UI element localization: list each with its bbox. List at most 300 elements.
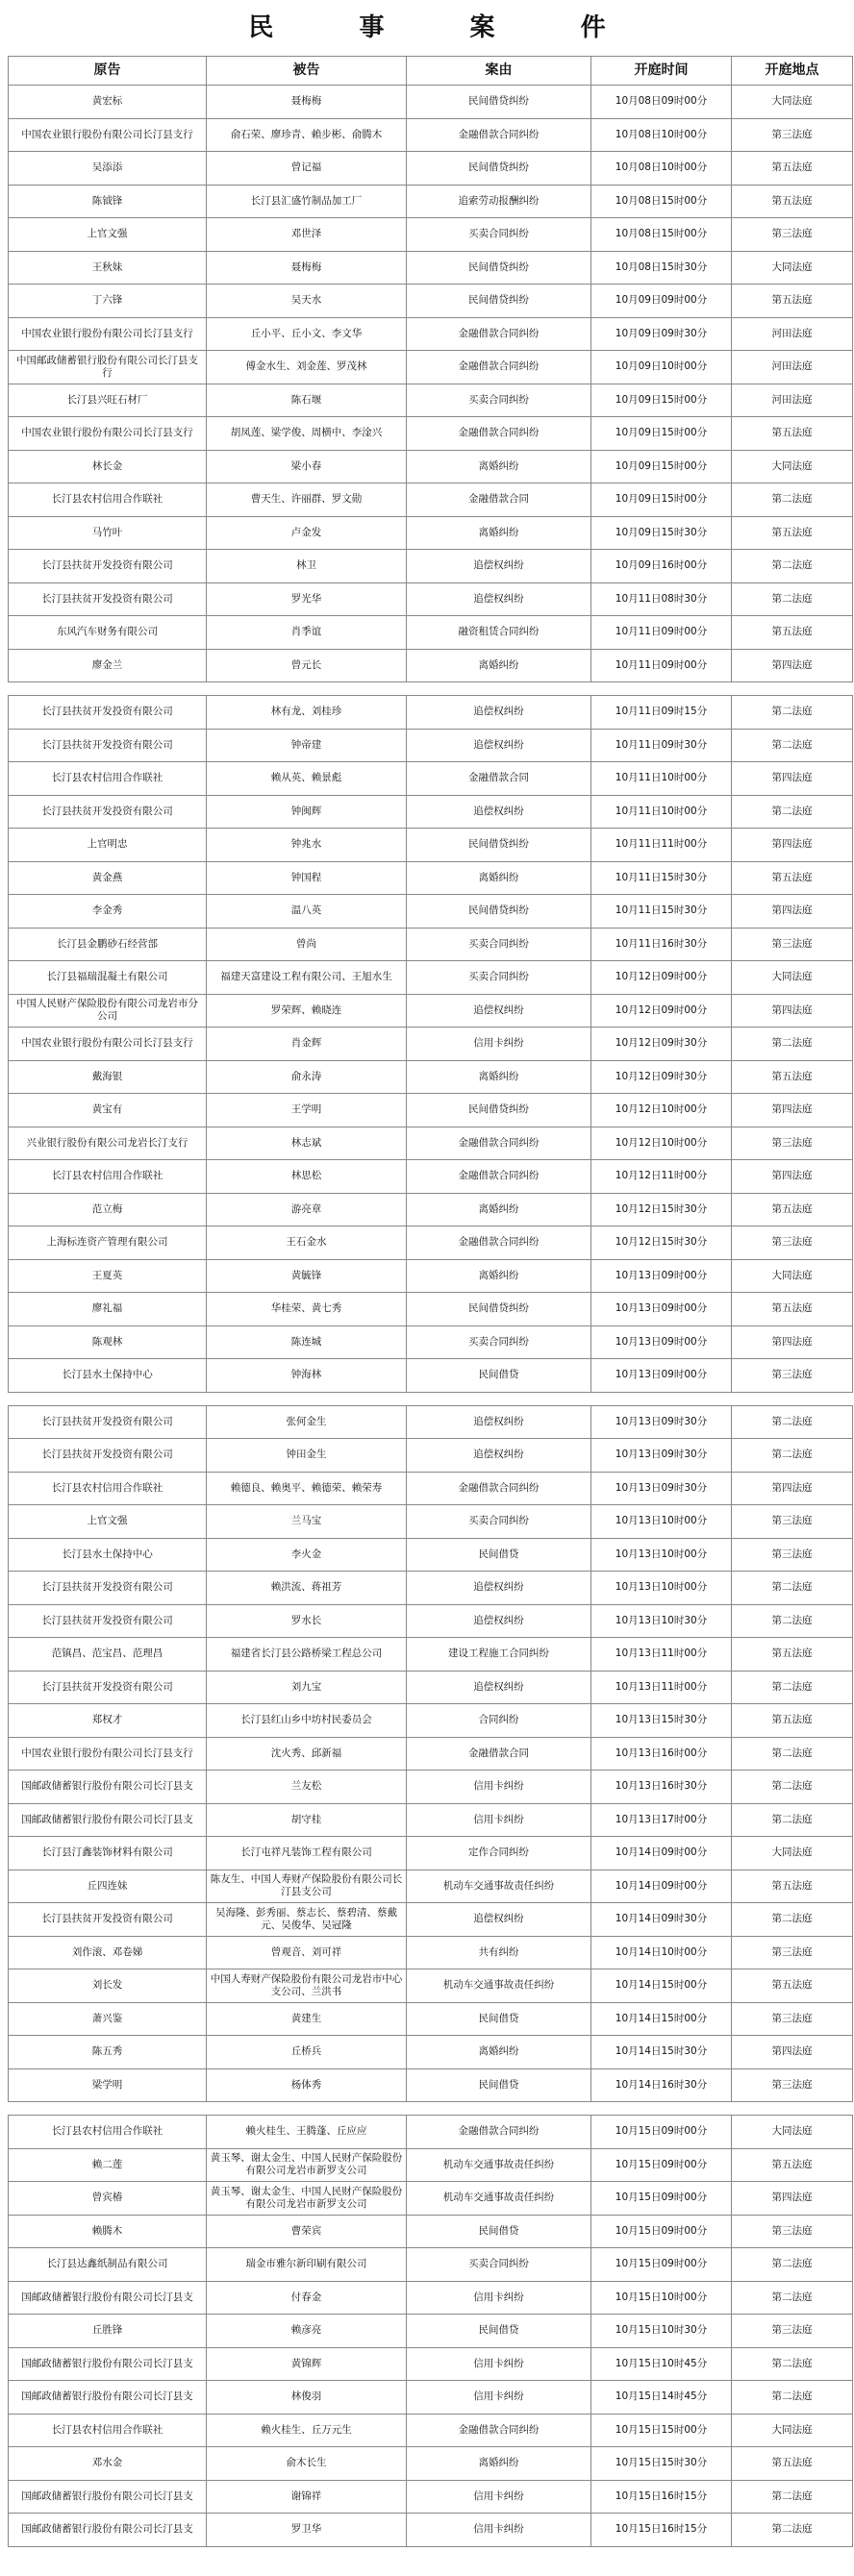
hearing-time-cell: 10月15日10时45分 (591, 2347, 732, 2381)
cause-cell: 买卖合同纠纷 (407, 218, 591, 252)
table-row (9, 2381, 853, 2415)
hearing-time-cell: 10月12日10时00分 (591, 1127, 732, 1160)
cause-cell: 信用卡纠纷 (407, 1771, 591, 1804)
hearing-time-cell: 10月11日11时00分 (591, 829, 732, 862)
table-row (9, 1538, 853, 1572)
cause-cell: 金融借款合同纠纷 (407, 317, 591, 351)
hearing-time-cell: 10月13日09时30分 (591, 1472, 732, 1505)
plaintiff-cell: 廖金兰 (9, 649, 207, 682)
plaintiff-cell: 赖二莲 (9, 2148, 207, 2182)
cause-cell: 追偿权纠纷 (407, 1572, 591, 1605)
hearing-place-cell: 第二法庭 (732, 696, 853, 730)
defendant-cell: 长汀县汇盛竹制品加工厂 (207, 185, 407, 218)
cause-cell: 离婚纠纷 (407, 2447, 591, 2481)
table-row (9, 729, 853, 762)
defendant-cell: 赖德良、赖奥平、赖德荣、赖荣寿 (207, 1472, 407, 1505)
hearing-time-cell: 10月13日09时00分 (591, 1293, 732, 1326)
hearing-place-cell: 大同法庭 (732, 961, 853, 995)
table-row (9, 1472, 853, 1505)
hearing-time-cell: 10月14日16时30分 (591, 2068, 732, 2102)
table-row (9, 2414, 853, 2447)
header-defendant: 被告 (207, 57, 407, 86)
plaintiff-cell: 长汀县农村信用合作联社 (9, 762, 207, 796)
defendant-cell: 黄玉琴、谢太金生、中国人民财产保险股份有限公司龙岩市新罗支公司 (207, 2148, 407, 2182)
hearing-time-cell: 10月15日09时00分 (591, 2148, 732, 2182)
hearing-time-cell: 10月13日15时30分 (591, 1704, 732, 1738)
table-header-row (9, 57, 853, 86)
hearing-place-cell: 第四法庭 (732, 1094, 853, 1127)
plaintiff-cell: 长汀县扶贫开发投资有限公司 (9, 1903, 207, 1937)
table-row (9, 2002, 853, 2036)
hearing-time-cell: 10月13日09时00分 (591, 1325, 732, 1359)
plaintiff-cell: 国邮政储蓄银行股份有限公司长汀县支 (9, 1771, 207, 1804)
cause-cell: 共有纠纷 (407, 1936, 591, 1969)
plaintiff-cell: 范立梅 (9, 1193, 207, 1226)
hearing-time-cell: 10月08日10时00分 (591, 118, 732, 152)
table-row (9, 582, 853, 616)
hearing-time-cell: 10月12日15时30分 (591, 1226, 732, 1260)
hearing-place-cell: 第五法庭 (732, 1060, 853, 1094)
defendant-cell: 钟田金生 (207, 1439, 407, 1473)
hearing-place-cell: 第二法庭 (732, 795, 853, 829)
hearing-time-cell: 10月08日15时00分 (591, 218, 732, 252)
hearing-time-cell: 10月15日15时00分 (591, 2414, 732, 2447)
hearing-time-cell: 10月08日09时00分 (591, 86, 732, 119)
hearing-time-cell: 10月15日09时00分 (591, 2248, 732, 2282)
hearing-time-cell: 10月15日10时00分 (591, 2281, 732, 2315)
table-row (9, 1737, 853, 1771)
hearing-time-cell: 10月13日09时00分 (591, 1359, 732, 1393)
plaintiff-cell: 国邮政储蓄银行股份有限公司长汀县支 (9, 1803, 207, 1837)
table-row (9, 1704, 853, 1738)
hearing-place-cell: 第三法庭 (732, 1127, 853, 1160)
section-separator-cell (9, 2102, 853, 2116)
defendant-cell: 黄毓锋 (207, 1259, 407, 1293)
hearing-time-cell: 10月15日14时45分 (591, 2381, 732, 2415)
cause-cell: 离婚纠纷 (407, 1060, 591, 1094)
header-hearing-place: 开庭地点 (732, 57, 853, 86)
hearing-time-cell: 10月13日10时30分 (591, 1604, 732, 1638)
defendant-cell: 陈连城 (207, 1325, 407, 1359)
hearing-place-cell: 大同法庭 (732, 86, 853, 119)
cause-cell: 民间借贷 (407, 1359, 591, 1393)
hearing-time-cell: 10月09日10时00分 (591, 351, 732, 384)
hearing-time-cell: 10月09日15时00分 (591, 450, 732, 483)
table-row (9, 2036, 853, 2069)
hearing-place-cell: 第三法庭 (732, 1505, 853, 1539)
table-row (9, 1604, 853, 1638)
defendant-cell: 罗卫华 (207, 2514, 407, 2547)
plaintiff-cell: 长汀县扶贫开发投资有限公司 (9, 1671, 207, 1704)
hearing-time-cell: 10月11日09时00分 (591, 649, 732, 682)
cause-cell: 民间借贷纠纷 (407, 829, 591, 862)
hearing-place-cell: 第五法庭 (732, 185, 853, 218)
hearing-time-cell: 10月13日16时30分 (591, 1771, 732, 1804)
defendant-cell: 黄玉琴、谢太金生、中国人民财产保险股份有限公司龙岩市新罗支公司 (207, 2182, 407, 2216)
hearing-time-cell: 10月09日15时00分 (591, 417, 732, 451)
plaintiff-cell: 中国农业银行股份有限公司长汀县支行 (9, 1028, 207, 1061)
table-row (9, 696, 853, 730)
cause-cell: 信用卡纠纷 (407, 2381, 591, 2415)
section-separator (9, 2102, 853, 2116)
defendant-cell: 卢金发 (207, 516, 407, 550)
table-row (9, 1837, 853, 1870)
hearing-time-cell: 10月11日16时30分 (591, 928, 732, 961)
plaintiff-cell: 中国农业银行股份有限公司长汀县支行 (9, 317, 207, 351)
hearing-time-cell: 10月11日08时30分 (591, 582, 732, 616)
cause-cell: 民间借贷纠纷 (407, 895, 591, 929)
hearing-place-cell: 第四法庭 (732, 1472, 853, 1505)
defendant-cell: 胡守桂 (207, 1803, 407, 1837)
defendant-cell: 聂梅梅 (207, 251, 407, 285)
plaintiff-cell: 廖礼福 (9, 1293, 207, 1326)
defendant-cell: 吴天水 (207, 285, 407, 318)
table-row (9, 861, 853, 895)
hearing-time-cell: 10月13日09时30分 (591, 1439, 732, 1473)
cause-cell: 信用卡纠纷 (407, 2514, 591, 2547)
cause-cell: 追偿权纠纷 (407, 582, 591, 616)
cause-cell: 追偿权纠纷 (407, 729, 591, 762)
cause-cell: 追偿权纠纷 (407, 1439, 591, 1473)
table-row (9, 1325, 853, 1359)
hearing-time-cell: 10月09日09时30分 (591, 317, 732, 351)
plaintiff-cell: 刘长发 (9, 1969, 207, 2003)
plaintiff-cell: 王秋妹 (9, 251, 207, 285)
hearing-time-cell: 10月12日15时30分 (591, 1193, 732, 1226)
plaintiff-cell: 上海标连资产管理有限公司 (9, 1226, 207, 1260)
cause-cell: 追索劳动报酬纠纷 (407, 185, 591, 218)
cause-cell: 买卖合同纠纷 (407, 961, 591, 995)
cause-cell: 金融借款合同纠纷 (407, 1226, 591, 1260)
table-row (9, 516, 853, 550)
cause-cell: 金融借款合同纠纷 (407, 1160, 591, 1194)
hearing-time-cell: 10月14日15时00分 (591, 1969, 732, 2003)
table-body (9, 86, 853, 2547)
hearing-place-cell: 第四法庭 (732, 649, 853, 682)
defendant-cell: 钟国程 (207, 861, 407, 895)
table-row (9, 1193, 853, 1226)
cause-cell: 金融借款合同纠纷 (407, 417, 591, 451)
defendant-cell: 钟闽辉 (207, 795, 407, 829)
hearing-place-cell: 第二法庭 (732, 2248, 853, 2282)
hearing-place-cell: 第二法庭 (732, 1771, 853, 1804)
hearing-place-cell: 第五法庭 (732, 285, 853, 318)
table-row (9, 961, 853, 995)
cause-cell: 信用卡纠纷 (407, 1028, 591, 1061)
defendant-cell: 丘桥兵 (207, 2036, 407, 2069)
plaintiff-cell: 陈五秀 (9, 2036, 207, 2069)
hearing-place-cell: 第五法庭 (732, 616, 853, 650)
cause-cell: 信用卡纠纷 (407, 1803, 591, 1837)
cause-cell: 信用卡纠纷 (407, 2281, 591, 2315)
defendant-cell: 赖火桂生、丘万元生 (207, 2414, 407, 2447)
cause-cell: 买卖合同纠纷 (407, 928, 591, 961)
table-row (9, 118, 853, 152)
table-row (9, 2315, 853, 2348)
plaintiff-cell: 国邮政储蓄银行股份有限公司长汀县支 (9, 2347, 207, 2381)
cause-cell: 民间借贷纠纷 (407, 86, 591, 119)
defendant-cell: 长汀县红山乡中坊村民委员会 (207, 1704, 407, 1738)
hearing-place-cell: 第二法庭 (732, 1572, 853, 1605)
plaintiff-cell: 长汀县扶贫开发投资有限公司 (9, 795, 207, 829)
plaintiff-cell: 长汀县兴旺石材厂 (9, 384, 207, 417)
hearing-place-cell: 第三法庭 (732, 928, 853, 961)
table-row (9, 550, 853, 583)
cause-cell: 民间借贷 (407, 2215, 591, 2248)
hearing-time-cell: 10月15日10时30分 (591, 2315, 732, 2348)
hearing-time-cell: 10月08日10时00分 (591, 152, 732, 186)
plaintiff-cell: 长汀县扶贫开发投资有限公司 (9, 1572, 207, 1605)
defendant-cell: 曾元长 (207, 649, 407, 682)
table-row (9, 251, 853, 285)
table-row (9, 1771, 853, 1804)
cause-cell: 金融借款合同 (407, 483, 591, 517)
plaintiff-cell: 黄宏标 (9, 86, 207, 119)
table-row (9, 2447, 853, 2481)
table-row (9, 1803, 853, 1837)
cause-cell: 机动车交通事故责任纠纷 (407, 2182, 591, 2216)
cause-cell: 金融借款合同 (407, 1737, 591, 1771)
hearing-place-cell: 第五法庭 (732, 1704, 853, 1738)
hearing-place-cell: 第三法庭 (732, 2068, 853, 2102)
cause-cell: 离婚纠纷 (407, 1259, 591, 1293)
header-plaintiff: 原告 (9, 57, 207, 86)
defendant-cell: 丘小平、丘小文、李文华 (207, 317, 407, 351)
hearing-place-cell: 第二法庭 (732, 1737, 853, 1771)
table-row (9, 2514, 853, 2547)
plaintiff-cell: 长汀县水土保持中心 (9, 1538, 207, 1572)
hearing-time-cell: 10月12日11时00分 (591, 1160, 732, 1194)
plaintiff-cell: 长汀县扶贫开发投资有限公司 (9, 1439, 207, 1473)
table-row (9, 1259, 853, 1293)
defendant-cell: 林俊羽 (207, 2381, 407, 2415)
defendant-cell: 罗光华 (207, 582, 407, 616)
plaintiff-cell: 国邮政储蓄银行股份有限公司长汀县支 (9, 2514, 207, 2547)
plaintiff-cell: 丘四连妹 (9, 1870, 207, 1903)
hearing-time-cell: 10月12日09时30分 (591, 1028, 732, 1061)
defendant-cell: 陈友生、中国人寿财产保险股份有限公司长汀县支公司 (207, 1870, 407, 1903)
defendant-cell: 曹天生、许丽群、罗文勋 (207, 483, 407, 517)
table-row (9, 1127, 853, 1160)
defendant-cell: 肖季谊 (207, 616, 407, 650)
defendant-cell: 福建天富建设工程有限公司、王旭水生 (207, 961, 407, 995)
plaintiff-cell: 长汀县扶贫开发投资有限公司 (9, 729, 207, 762)
defendant-cell: 曾记福 (207, 152, 407, 186)
table-row (9, 1293, 853, 1326)
table-row (9, 1439, 853, 1473)
table-row (9, 2347, 853, 2381)
hearing-place-cell: 第二法庭 (732, 550, 853, 583)
hearing-time-cell: 10月15日15时30分 (591, 2447, 732, 2481)
table-row (9, 152, 853, 186)
defendant-cell: 温八英 (207, 895, 407, 929)
hearing-place-cell: 第二法庭 (732, 1405, 853, 1439)
defendant-cell: 俞永涛 (207, 1060, 407, 1094)
cause-cell: 民间借贷 (407, 2068, 591, 2102)
plaintiff-cell: 国邮政储蓄银行股份有限公司长汀县支 (9, 2281, 207, 2315)
table-row (9, 1638, 853, 1672)
table-row (9, 928, 853, 961)
hearing-time-cell: 10月15日09时00分 (591, 2182, 732, 2216)
hearing-time-cell: 10月11日15时30分 (591, 895, 732, 929)
defendant-cell: 黄锦辉 (207, 2347, 407, 2381)
hearing-place-cell: 第二法庭 (732, 1028, 853, 1061)
hearing-time-cell: 10月15日09时00分 (591, 2215, 732, 2248)
hearing-time-cell: 10月13日17时00分 (591, 1803, 732, 1837)
defendant-cell: 杨体秀 (207, 2068, 407, 2102)
hearing-time-cell: 10月13日11时00分 (591, 1671, 732, 1704)
plaintiff-cell: 范镇昌、范宝昌、范理昌 (9, 1638, 207, 1672)
plaintiff-cell: 长汀县农村信用合作联社 (9, 2414, 207, 2447)
hearing-time-cell: 10月13日09时00分 (591, 1259, 732, 1293)
hearing-time-cell: 10月15日16时15分 (591, 2480, 732, 2514)
plaintiff-cell: 中国农业银行股份有限公司长汀县支行 (9, 118, 207, 152)
hearing-time-cell: 10月11日15时30分 (591, 861, 732, 895)
hearing-time-cell: 10月13日16时00分 (591, 1737, 732, 1771)
cause-cell: 追偿权纠纷 (407, 1405, 591, 1439)
hearing-place-cell: 第三法庭 (732, 1538, 853, 1572)
hearing-time-cell: 10月15日09时00分 (591, 2116, 732, 2149)
plaintiff-cell: 吴添添 (9, 152, 207, 186)
section-separator (9, 682, 853, 696)
hearing-place-cell: 第四法庭 (732, 2036, 853, 2069)
table-row (9, 2068, 853, 2102)
cause-cell: 机动车交通事故责任纠纷 (407, 2148, 591, 2182)
plaintiff-cell: 长汀县农村信用合作联社 (9, 2116, 207, 2149)
hearing-time-cell: 10月09日09时00分 (591, 285, 732, 318)
defendant-cell: 华桂荣、黄七秀 (207, 1293, 407, 1326)
plaintiff-cell: 黄宝有 (9, 1094, 207, 1127)
hearing-place-cell: 大同法庭 (732, 251, 853, 285)
defendant-cell: 谢锦祥 (207, 2480, 407, 2514)
cause-cell: 追偿权纠纷 (407, 550, 591, 583)
hearing-place-cell: 第二法庭 (732, 1604, 853, 1638)
defendant-cell: 付春金 (207, 2281, 407, 2315)
civil-case-table (8, 56, 853, 2547)
defendant-cell: 赖火桂生、王腾蓬、丘应应 (207, 2116, 407, 2149)
cause-cell: 民间借贷 (407, 1538, 591, 1572)
defendant-cell: 游亮章 (207, 1193, 407, 1226)
plaintiff-cell: 郑权才 (9, 1704, 207, 1738)
cause-cell: 定作合同纠纷 (407, 1837, 591, 1870)
cause-cell: 金融借款合同纠纷 (407, 351, 591, 384)
hearing-place-cell: 第三法庭 (732, 118, 853, 152)
hearing-place-cell: 第五法庭 (732, 861, 853, 895)
cause-cell: 信用卡纠纷 (407, 2347, 591, 2381)
defendant-cell: 赖从英、赖景彪 (207, 762, 407, 796)
defendant-cell: 吴海隆、彭秀丽、蔡志长、蔡碧清、蔡戴元、吴俊华、吴冠隆 (207, 1903, 407, 1937)
plaintiff-cell: 长汀县扶贫开发投资有限公司 (9, 696, 207, 730)
plaintiff-cell: 国邮政储蓄银行股份有限公司长汀县支 (9, 2381, 207, 2415)
hearing-place-cell: 第四法庭 (732, 1325, 853, 1359)
table-row (9, 86, 853, 119)
cause-cell: 金融借款合同 (407, 762, 591, 796)
table-row (9, 2182, 853, 2216)
hearing-place-cell: 第三法庭 (732, 1359, 853, 1393)
cause-cell: 建设工程施工合同纠纷 (407, 1638, 591, 1672)
plaintiff-cell: 中国人民财产保险股份有限公司龙岩市分公司 (9, 994, 207, 1028)
table-row (9, 1060, 853, 1094)
defendant-cell: 聂梅梅 (207, 86, 407, 119)
hearing-time-cell: 10月13日09时30分 (591, 1405, 732, 1439)
defendant-cell: 兰友松 (207, 1771, 407, 1804)
table-row (9, 2480, 853, 2514)
cause-cell: 金融借款合同纠纷 (407, 118, 591, 152)
hearing-place-cell: 第三法庭 (732, 2002, 853, 2036)
hearing-time-cell: 10月14日09时30分 (591, 1903, 732, 1937)
table-row (9, 483, 853, 517)
hearing-place-cell: 第三法庭 (732, 1226, 853, 1260)
section-separator (9, 1392, 853, 1405)
hearing-place-cell: 第二法庭 (732, 2480, 853, 2514)
table-row (9, 417, 853, 451)
defendant-cell: 长汀屯祥凡装饰工程有限公司 (207, 1837, 407, 1870)
cause-cell: 民间借贷纠纷 (407, 251, 591, 285)
hearing-time-cell: 10月13日10时00分 (591, 1538, 732, 1572)
hearing-place-cell: 大同法庭 (732, 1837, 853, 1870)
plaintiff-cell: 林长金 (9, 450, 207, 483)
defendant-cell: 林卫 (207, 550, 407, 583)
table-row (9, 1359, 853, 1393)
cause-cell: 追偿权纠纷 (407, 696, 591, 730)
defendant-cell: 梁小春 (207, 450, 407, 483)
cause-cell: 追偿权纠纷 (407, 795, 591, 829)
plaintiff-cell: 长汀县扶贫开发投资有限公司 (9, 1405, 207, 1439)
table-row (9, 2148, 853, 2182)
hearing-place-cell: 第二法庭 (732, 2514, 853, 2547)
hearing-time-cell: 10月11日09时00分 (591, 616, 732, 650)
table-row (9, 895, 853, 929)
cause-cell: 机动车交通事故责任纠纷 (407, 1969, 591, 2003)
defendant-cell: 福建省长汀县公路桥梁工程总公司 (207, 1638, 407, 1672)
hearing-time-cell: 10月09日15时00分 (591, 483, 732, 517)
hearing-place-cell: 第五法庭 (732, 516, 853, 550)
table-row (9, 317, 853, 351)
defendant-cell: 林志斌 (207, 1127, 407, 1160)
table-row (9, 795, 853, 829)
cause-cell: 买卖合同纠纷 (407, 1325, 591, 1359)
cause-cell: 买卖合同纠纷 (407, 2248, 591, 2282)
defendant-cell: 胡凤莲、梁学俊、周横中、李淦兴 (207, 417, 407, 451)
hearing-time-cell: 10月11日09时15分 (591, 696, 732, 730)
table-row (9, 1226, 853, 1260)
defendant-cell: 沈火秀、邱新福 (207, 1737, 407, 1771)
hearing-place-cell: 第四法庭 (732, 762, 853, 796)
cause-cell: 民间借贷 (407, 2315, 591, 2348)
cause-cell: 融资租赁合同纠纷 (407, 616, 591, 650)
hearing-place-cell: 第四法庭 (732, 994, 853, 1028)
cause-cell: 离婚纠纷 (407, 450, 591, 483)
hearing-time-cell: 10月09日16时00分 (591, 550, 732, 583)
hearing-time-cell: 10月12日09时00分 (591, 961, 732, 995)
defendant-cell: 林思松 (207, 1160, 407, 1194)
hearing-place-cell: 第二法庭 (732, 582, 853, 616)
defendant-cell: 曹荣宾 (207, 2215, 407, 2248)
hearing-place-cell: 第五法庭 (732, 1193, 853, 1226)
plaintiff-cell: 长汀县扶贫开发投资有限公司 (9, 1604, 207, 1638)
table-row (9, 218, 853, 252)
section-separator-cell (9, 1392, 853, 1405)
section-separator-cell (9, 682, 853, 696)
defendant-cell: 俞石荣、廖珍青、賴步彬、俞腾木 (207, 118, 407, 152)
defendant-cell: 肖金辉 (207, 1028, 407, 1061)
cause-cell: 民间借贷纠纷 (407, 1293, 591, 1326)
plaintiff-cell: 上官明忠 (9, 829, 207, 862)
hearing-time-cell: 10月14日10时00分 (591, 1936, 732, 1969)
hearing-place-cell: 第五法庭 (732, 2447, 853, 2481)
hearing-place-cell: 第三法庭 (732, 2315, 853, 2348)
hearing-time-cell: 10月09日15时00分 (591, 384, 732, 417)
